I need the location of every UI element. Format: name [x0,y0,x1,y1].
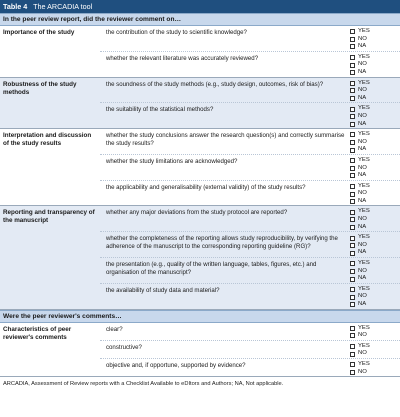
question-row [100,78,400,103]
answer-options [350,258,400,283]
answer-options [350,284,400,309]
answer-options [350,323,400,340]
answer-option-na [350,198,400,206]
question-row [100,283,400,309]
answer-option-no [350,242,400,250]
answer-option-no [350,268,400,276]
question-text: the contribution of the study to scientific knowledge? [106,29,247,36]
question-row [100,358,400,376]
question-row [100,129,400,154]
answer-option-no [350,36,400,44]
category-label: Robustness of the study methods [3,80,77,96]
answer-option-no [350,190,400,198]
answer-option-label: NO [358,267,367,274]
checkbox-icon[interactable] [350,277,355,282]
answer-option-yes [350,361,400,369]
answer-option-label: YES [358,131,370,138]
answer-option-no [350,87,400,95]
checkbox-icon[interactable] [350,333,355,338]
question-row [100,231,400,257]
checkbox-icon[interactable] [350,236,355,241]
category-label: Reporting and transparency of the manuscript [3,209,95,225]
checkbox-icon[interactable] [350,166,355,171]
answer-option-label: NO [358,35,367,42]
answer-option-yes [350,54,400,62]
question-text: objective and, if opportune, supported by evidence? [106,361,246,369]
answer-options [350,155,400,180]
question-row [100,340,400,358]
question-row [100,257,400,283]
answer-option-label: YES [358,360,370,367]
checkbox-icon[interactable] [350,96,355,101]
checkbox-icon[interactable] [350,261,355,266]
question-text: the suitability of the statistical methods? [106,106,214,114]
table-body [0,13,400,377]
answer-option-yes [350,157,400,165]
criteria-group [0,129,400,206]
checkbox-icon[interactable] [350,55,355,60]
question-row [100,51,400,77]
question-text: whether the study limitations are acknowledged? [106,157,238,165]
answer-option-label: YES [358,105,370,112]
answer-option-na [350,69,400,77]
question-text: the presentation (e.g., quality of the written language, tables, figures, etc.) and organisation of the manuscript? [106,261,317,276]
checkbox-icon[interactable] [350,122,355,127]
answer-options [350,206,400,231]
answer-option-yes [350,286,400,294]
answer-option-na [350,43,400,51]
question-text: whether the completeness of the reporting allows study reproducibility, by verifying the adherence of the manuscript to the corresponding reporting guideline (RG)? [106,235,338,250]
answer-option-label: YES [358,234,370,241]
checkbox-icon[interactable] [350,269,355,274]
answer-option-label: YES [358,28,370,34]
category-label: Characteristics of peer reviewer's comments [3,325,72,341]
checkbox-icon[interactable] [350,295,355,300]
answer-option-yes [350,343,400,351]
question-text: whether any major deviations from the study protocol are reported? [106,209,288,217]
answer-option-label: NA [358,68,367,75]
answer-option-na [350,121,400,129]
checkbox-icon[interactable] [350,173,355,178]
answer-option-label: NO [358,241,367,248]
checkbox-icon[interactable] [350,344,355,349]
answer-option-label: NO [358,332,367,339]
answer-options [350,52,400,77]
answer-option-label: NO [358,164,367,171]
checkbox-icon[interactable] [350,88,355,93]
checkbox-icon[interactable] [350,107,355,112]
answer-option-no [350,293,400,301]
answer-option-label: NO [358,87,367,94]
question-row [100,323,400,340]
checkbox-icon[interactable] [350,192,355,197]
question-text: the availability of study data and material? [106,286,220,294]
checkbox-icon[interactable] [350,140,355,145]
checkbox-icon[interactable] [350,302,355,307]
answer-option-label: NO [358,368,367,375]
checkbox-icon[interactable] [350,370,355,375]
answer-option-label: NA [358,172,367,179]
answer-option-yes [350,234,400,242]
answer-option-na [350,95,400,103]
question-list [100,206,400,308]
answer-option-label: NA [358,43,367,50]
checkbox-icon[interactable] [350,199,355,204]
checkbox-icon[interactable] [350,352,355,357]
answer-option-label: YES [358,342,370,349]
answer-option-no [350,216,400,224]
answer-option-label: YES [358,208,370,215]
checkbox-icon[interactable] [350,217,355,222]
answer-option-yes [350,105,400,113]
question-list [100,26,400,77]
checkbox-icon[interactable] [350,81,355,86]
answer-option-na [350,249,400,257]
checkbox-icon[interactable] [350,114,355,119]
section-heading: Were the peer reviewer's comments… [0,310,400,323]
answer-option-yes [350,80,400,88]
checkbox-icon[interactable] [350,210,355,215]
criteria-group [0,206,400,309]
answer-options [350,359,400,376]
answer-option-label: YES [358,324,370,331]
question-text: the applicability and generalisability (external validity) of the study results? [106,183,306,191]
answer-option-yes [350,208,400,216]
question-row [100,26,400,51]
answer-option-label: NA [358,94,367,101]
answer-options [350,129,400,154]
checkbox-icon[interactable] [350,243,355,248]
answer-option-no [350,139,400,147]
checkbox-icon[interactable] [350,132,355,137]
question-text: clear? [106,325,123,333]
answer-option-label: NA [358,120,367,127]
answer-option-label: NA [358,275,367,282]
category-label: Interpretation and discussion of the study results [3,132,92,148]
answer-option-no [350,369,400,377]
question-list [100,78,400,129]
question-text: whether the study conclusions answer the research question(s) and correctly summarise the study results? [106,132,345,147]
table-footnote: ARCADIA, Assessment of Review reports with a Checklist Available to eDItors and Authors; NA, Not applicable. [3,381,284,388]
answer-option-label: NA [358,223,367,230]
answer-option-na [350,224,400,232]
checkbox-icon[interactable] [350,251,355,256]
answer-option-label: YES [358,285,370,292]
question-row [100,154,400,180]
checkbox-icon[interactable] [350,158,355,163]
question-text: constructive? [106,343,142,351]
question-row [100,180,400,206]
answer-option-no [350,61,400,69]
answer-option-label: YES [358,182,370,189]
answer-option-label: NA [358,197,367,204]
category-label: Importance of the study [3,29,75,36]
question-text: the soundness of the study methods (e.g., study design, outcomes, risk of bias)? [106,80,324,88]
answer-option-no [350,165,400,173]
answer-option-label: NA [358,301,367,307]
question-row [100,206,400,231]
checkbox-icon[interactable] [350,29,355,34]
answer-option-label: NA [358,249,367,256]
answer-option-yes [350,183,400,191]
answer-option-label: NO [358,293,367,300]
criteria-group [0,78,400,130]
checkbox-icon[interactable] [350,63,355,68]
question-row [100,102,400,128]
answer-option-label: YES [358,79,370,86]
answer-option-na [350,172,400,180]
answer-option-label: YES [358,53,370,60]
answer-option-label: NO [358,61,367,68]
answer-option-na [350,146,400,154]
answer-option-label: NO [358,350,367,357]
checkbox-icon[interactable] [350,37,355,42]
criteria-group [0,26,400,78]
answer-option-label: NA [358,146,367,153]
answer-option-no [350,113,400,121]
answer-options [350,232,400,257]
checkbox-icon[interactable] [350,326,355,331]
answer-option-na [350,301,400,309]
checkbox-icon[interactable] [350,184,355,189]
question-list [100,129,400,205]
answer-option-yes [350,260,400,268]
answer-option-label: NO [358,216,367,223]
question-list [100,323,400,377]
checkbox-icon[interactable] [350,225,355,230]
table-number: Table 4 [3,2,28,11]
answer-options [350,341,400,358]
answer-options [350,103,400,128]
answer-option-label: YES [358,260,370,267]
table-title: The ARCADIA tool [33,2,93,11]
answer-option-na [350,275,400,283]
answer-option-label: YES [358,156,370,163]
checkbox-icon[interactable] [350,148,355,153]
question-text: whether the relevant literature was accurately reviewed? [106,54,259,62]
section-heading: In the peer review report, did the reviewer comment on… [0,13,400,26]
answer-option-yes [350,131,400,139]
answer-option-label: NO [358,190,367,197]
answer-option-yes [350,28,400,36]
answer-options [350,26,400,51]
answer-options [350,181,400,206]
table-caption [0,0,400,13]
checkbox-icon[interactable] [350,70,355,75]
checkbox-icon[interactable] [350,287,355,292]
criteria-group [0,323,400,378]
answer-option-no [350,350,400,358]
answer-option-label: NO [358,112,367,119]
answer-options [350,78,400,103]
checkbox-icon[interactable] [350,44,355,49]
answer-option-label: NO [358,138,367,145]
checkbox-icon[interactable] [350,362,355,367]
answer-option-yes [350,325,400,333]
answer-option-no [350,332,400,340]
